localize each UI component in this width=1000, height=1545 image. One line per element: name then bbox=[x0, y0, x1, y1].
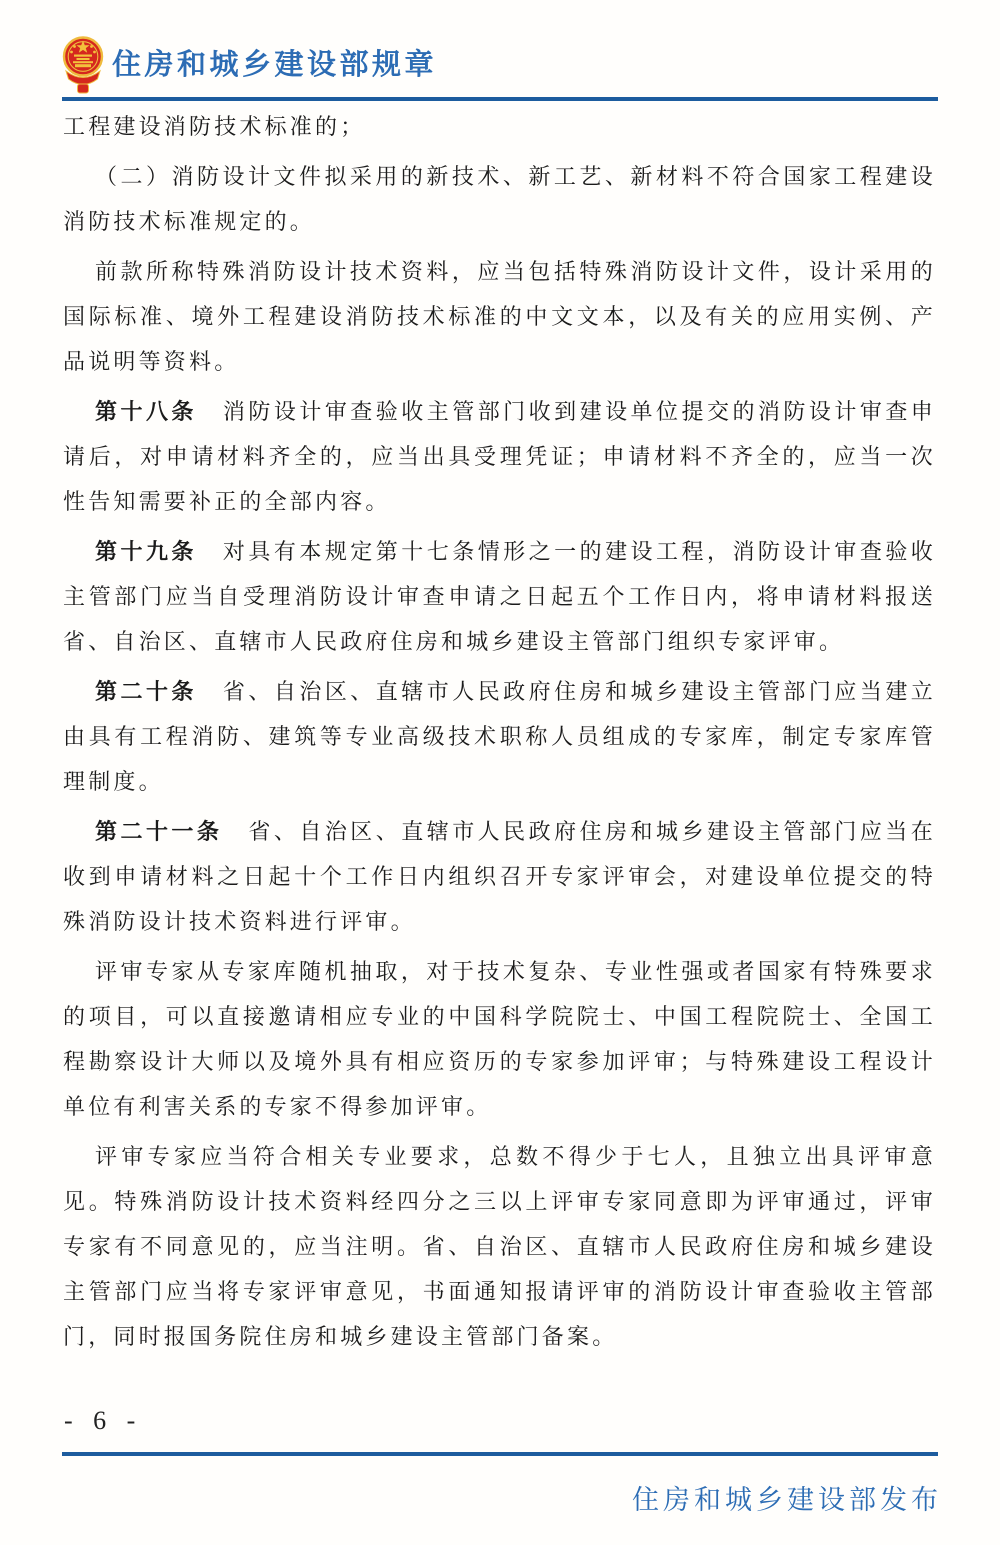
body-paragraph bbox=[63, 529, 936, 664]
china-national-emblem-icon bbox=[62, 34, 104, 95]
body-paragraph bbox=[63, 809, 936, 944]
article-number: 第二十条 bbox=[95, 679, 197, 704]
footer-divider bbox=[62, 1452, 938, 1456]
paragraph-text: 省、自治区、直辖市人民政府住房和城乡建设主管部门应当在收到申请材料之日起十个工作日内组织召开专家评审会，对建设单位提交的特殊消防设计技术资料进行评审。 bbox=[63, 819, 936, 934]
body-paragraph bbox=[63, 389, 936, 524]
article-number: 第十八条 bbox=[95, 399, 197, 424]
body-paragraph bbox=[63, 669, 936, 804]
paragraph-text: （二）消防设计文件拟采用的新技术、新工艺、新材料不符合国家工程建设消防技术标准规定的。 bbox=[63, 164, 936, 234]
paragraph-text: 前款所称特殊消防设计技术资料，应当包括特殊消防设计文件，设计采用的国际标准、境外工程建设消防技术标准的中文文本，以及有关的应用实例、产品说明等资料。 bbox=[63, 259, 936, 374]
body-paragraph bbox=[63, 1134, 936, 1359]
publisher-label: 住房和城乡建设部发布 bbox=[632, 1485, 942, 1515]
paragraph-text: 评审专家从专家库随机抽取，对于技术复杂、专业性强或者国家有特殊要求的项目，可以直接邀请相应专业的中国科学院院士、中国工程院院士、全国工程勘察设计大师以及境外具有相应资历的专家参加评审；与特殊建设工程设计单位有利害关系的专家不得参加评审。 bbox=[63, 959, 936, 1119]
body-paragraph bbox=[63, 249, 936, 384]
page-number: - 6 - bbox=[64, 1406, 143, 1435]
paragraph-text: 消防设计审查验收主管部门收到建设单位提交的消防设计审查申请后，对申请材料齐全的，应当出具受理凭证；申请材料不齐全的，应当一次性告知需要补正的全部内容。 bbox=[63, 399, 936, 514]
body-paragraph bbox=[63, 154, 936, 244]
article-number: 第十九条 bbox=[95, 539, 197, 564]
header-title: 住房和城乡建设部规章 bbox=[112, 49, 438, 81]
paragraph-text: 评审专家应当符合相关专业要求，总数不得少于七人，且独立出具评审意见。特殊消防设计技术资料经四分之三以上评审专家同意即为评审通过，评审专家有不同意见的，应当注明。省、自治区、直辖市人民政府住房和城乡建设主管部门应当将专家评审意见，书面通知报请评审的消防设计审查验收主管部门，同时报国务院住房和城乡建设主管部门备案。 bbox=[63, 1144, 936, 1349]
article-number: 第二十一条 bbox=[95, 819, 223, 844]
header-divider bbox=[62, 97, 938, 101]
body-paragraph bbox=[63, 949, 936, 1129]
body-paragraph bbox=[63, 104, 936, 149]
document-body bbox=[63, 104, 936, 1364]
paragraph-text: 工程建设消防技术标准的； bbox=[63, 114, 366, 139]
paragraph-text: 对具有本规定第十七条情形之一的建设工程，消防设计审查验收主管部门应当自受理消防设计审查申请之日起五个工作日内，将申请材料报送省、自治区、直辖市人民政府住房和城乡建设主管部门组织专家评审。 bbox=[63, 539, 936, 654]
paragraph-text: 省、自治区、直辖市人民政府住房和城乡建设主管部门应当建立由具有工程消防、建筑等专业高级技术职称人员组成的专家库，制定专家库管理制度。 bbox=[63, 679, 936, 794]
